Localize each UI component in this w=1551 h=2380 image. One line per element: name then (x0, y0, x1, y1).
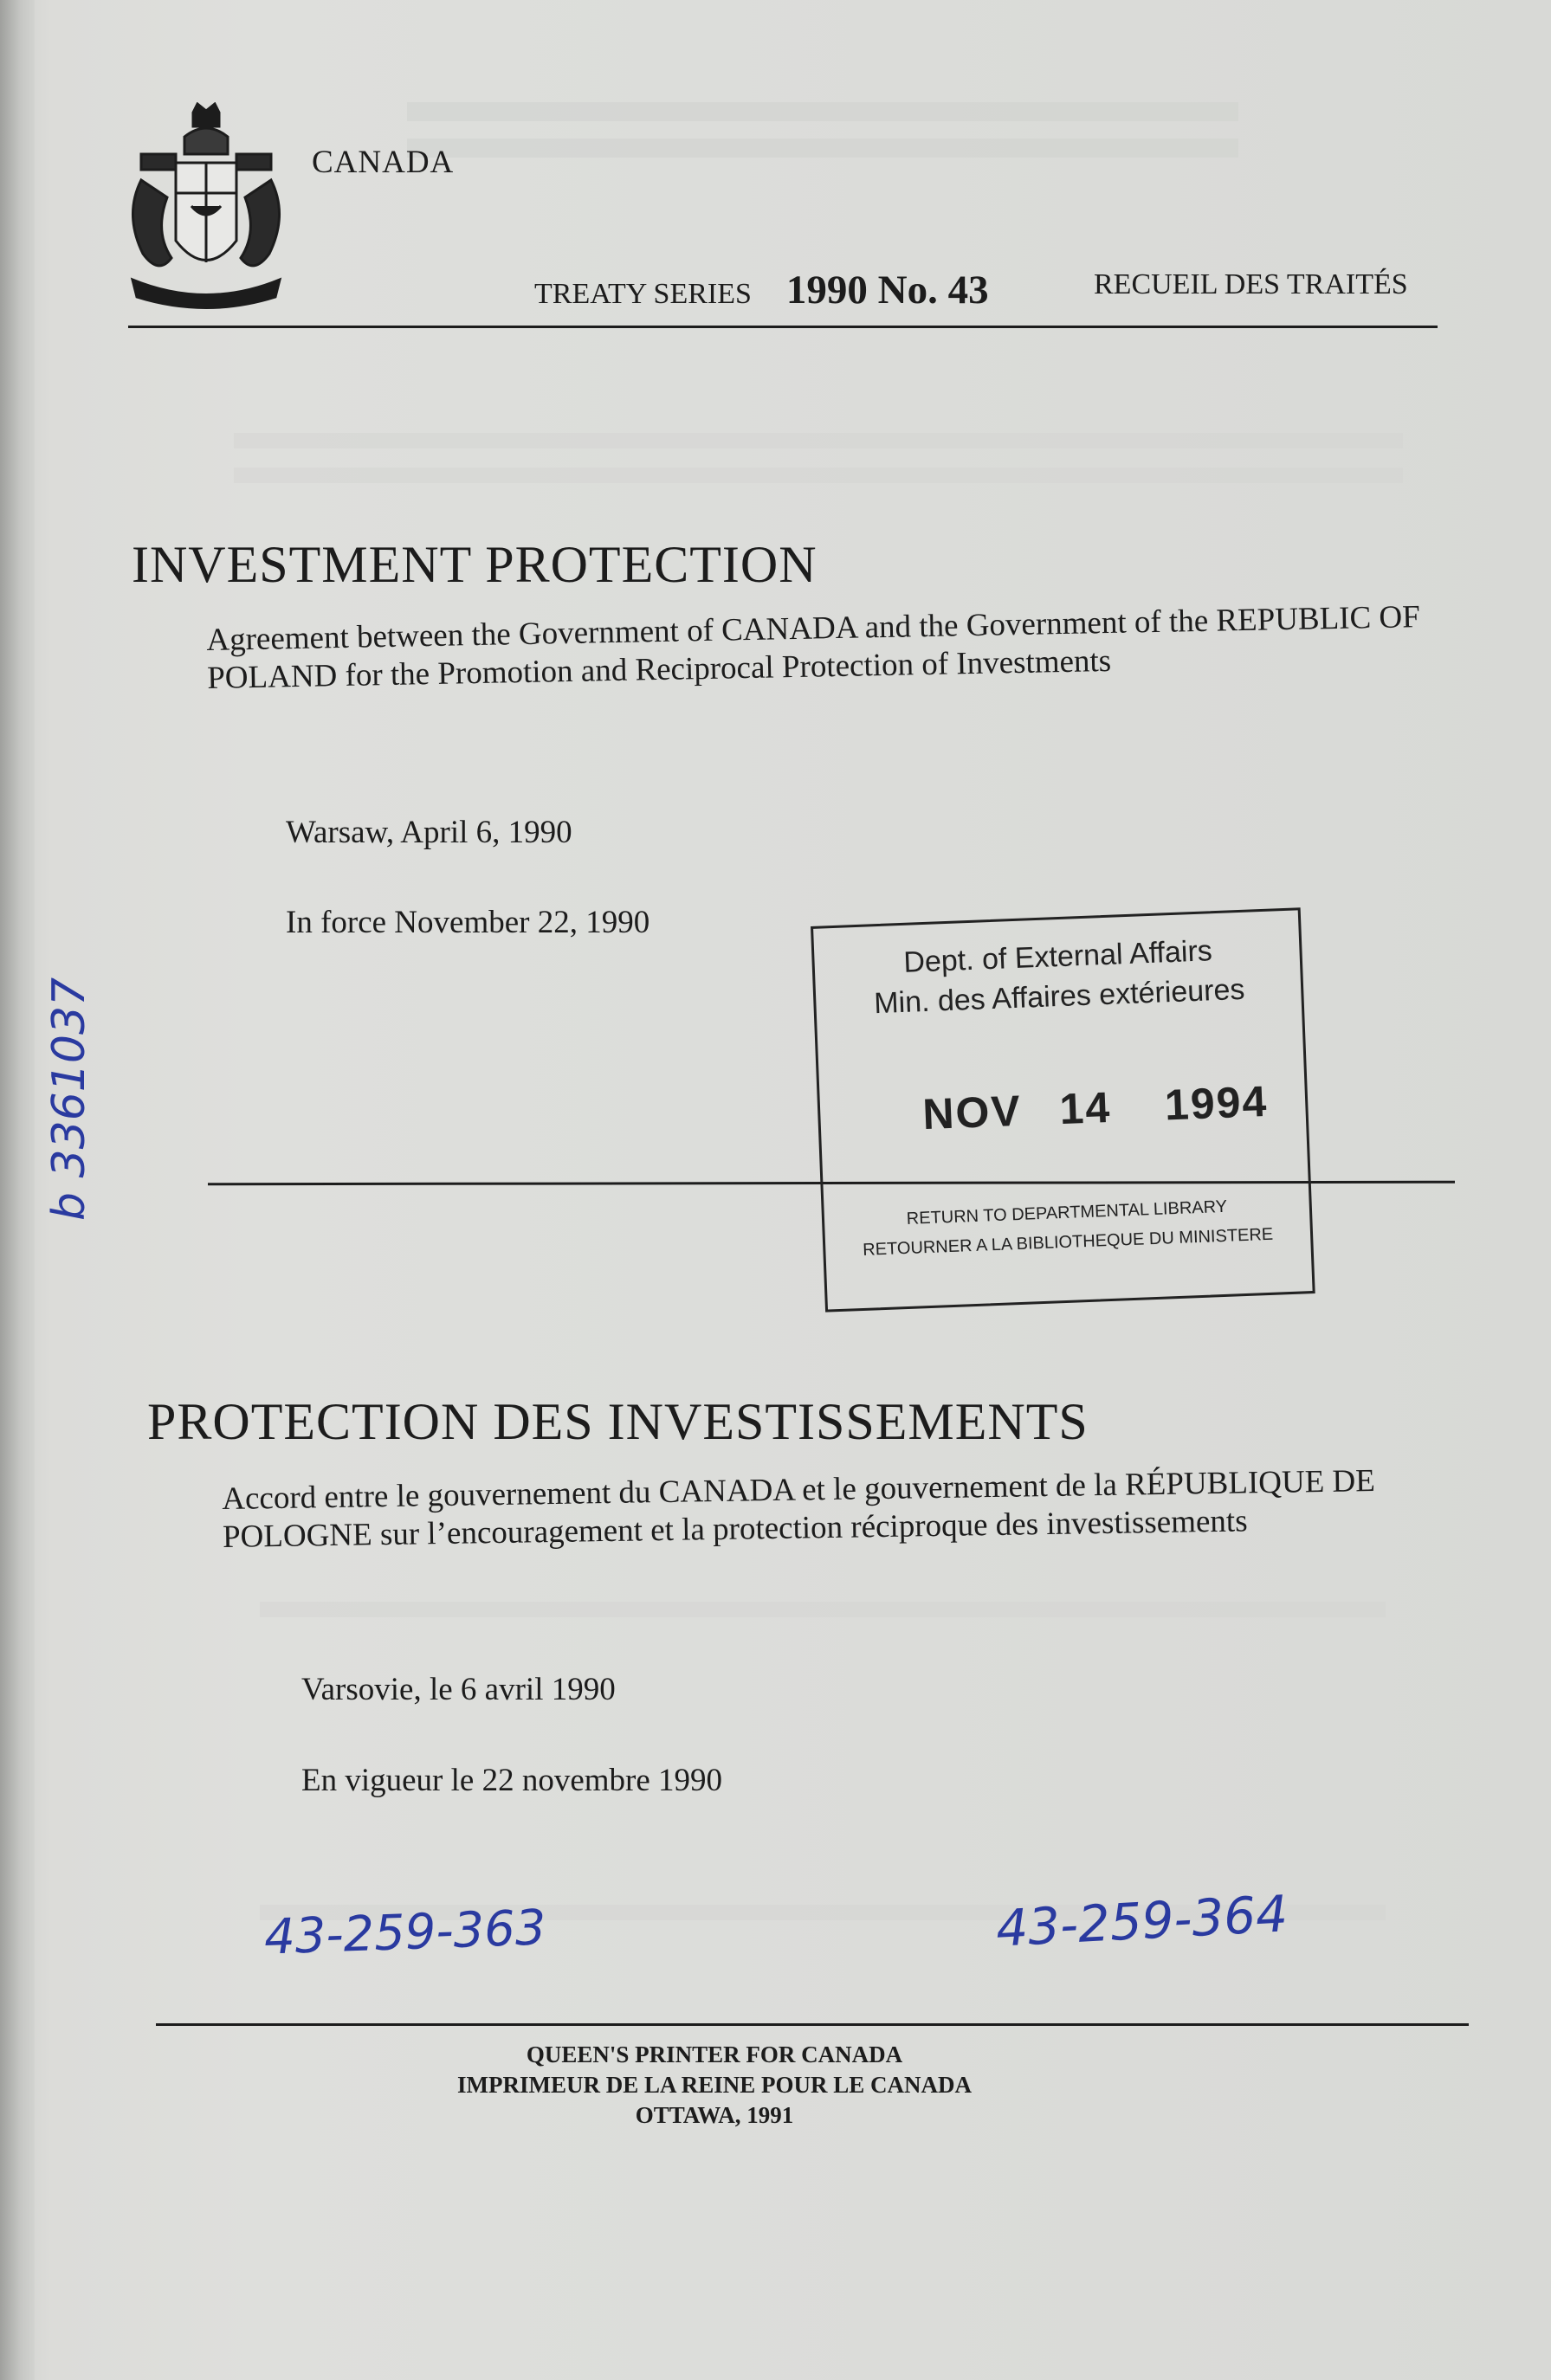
english-title: INVESTMENT PROTECTION (132, 536, 818, 593)
stamp-department-en: Dept. of External Affairs (902, 934, 1213, 979)
english-description: Agreement between the Government of CANADA and the Government of the REPUBLIC OF POLAND for the Promotion and Reciprocal Protection of Investments (206, 599, 1421, 696)
treaty-series-number: 1990 No. 43 (785, 268, 989, 313)
treaty-series-label: TREATY SERIES (534, 278, 752, 310)
handwritten-number-left: 43-259-363 (262, 1899, 547, 1966)
english-in-force: In force November 22, 1990 (286, 905, 650, 940)
french-signed: Varsovie, le 6 avril 1990 (301, 1672, 616, 1707)
coat-of-arms-icon (124, 102, 288, 319)
library-stamp (811, 907, 1315, 1312)
treaty-series-line (534, 267, 989, 313)
french-description: Accord entre le gouvernement du CANADA et le gouvernement de la RÉPUBLIQUE DE POLOGNE sur l’encouragement et la protection réciproque des investissements (222, 1463, 1376, 1555)
french-title: PROTECTION DES INVESTISSEMENTS (147, 1393, 1089, 1450)
french-in-force: En vigueur le 22 novembre 1990 (301, 1763, 723, 1798)
stamp-date (921, 1076, 1269, 1139)
publisher-line-1: QUEEN'S PRINTER FOR CANADA (526, 2041, 903, 2067)
stamp-day: 14 (1058, 1082, 1113, 1134)
header-rule (128, 326, 1438, 328)
stamp-month: NOV (921, 1086, 1023, 1139)
english-signed: Warsaw, April 6, 1990 (286, 815, 572, 850)
stamp-return-en: RETURN TO DEPARTMENTAL LIBRARY (906, 1196, 1228, 1229)
handwritten-number-right: 43-259-364 (994, 1884, 1289, 1958)
publisher-line-3: OTTAWA, 1991 (635, 2102, 794, 2128)
page-spine-shadow (0, 0, 35, 2380)
publisher-line-2: IMPRIMEUR DE LA REINE POUR LE CANADA (456, 2072, 973, 2098)
footer-rule (156, 2023, 1469, 2026)
stamp-return-fr: RETOURNER A LA BIBLIOTHEQUE DU MINISTERE (862, 1224, 1274, 1260)
stamp-year: 1994 (1163, 1076, 1270, 1130)
handwritten-margin-number: b 3361037 (43, 977, 95, 1221)
recueil-label: RECUEIL DES TRAITÉS (1094, 268, 1408, 300)
country-label: CANADA (312, 145, 455, 180)
stamp-department-fr: Min. des Affaires extérieures (873, 972, 1246, 1021)
